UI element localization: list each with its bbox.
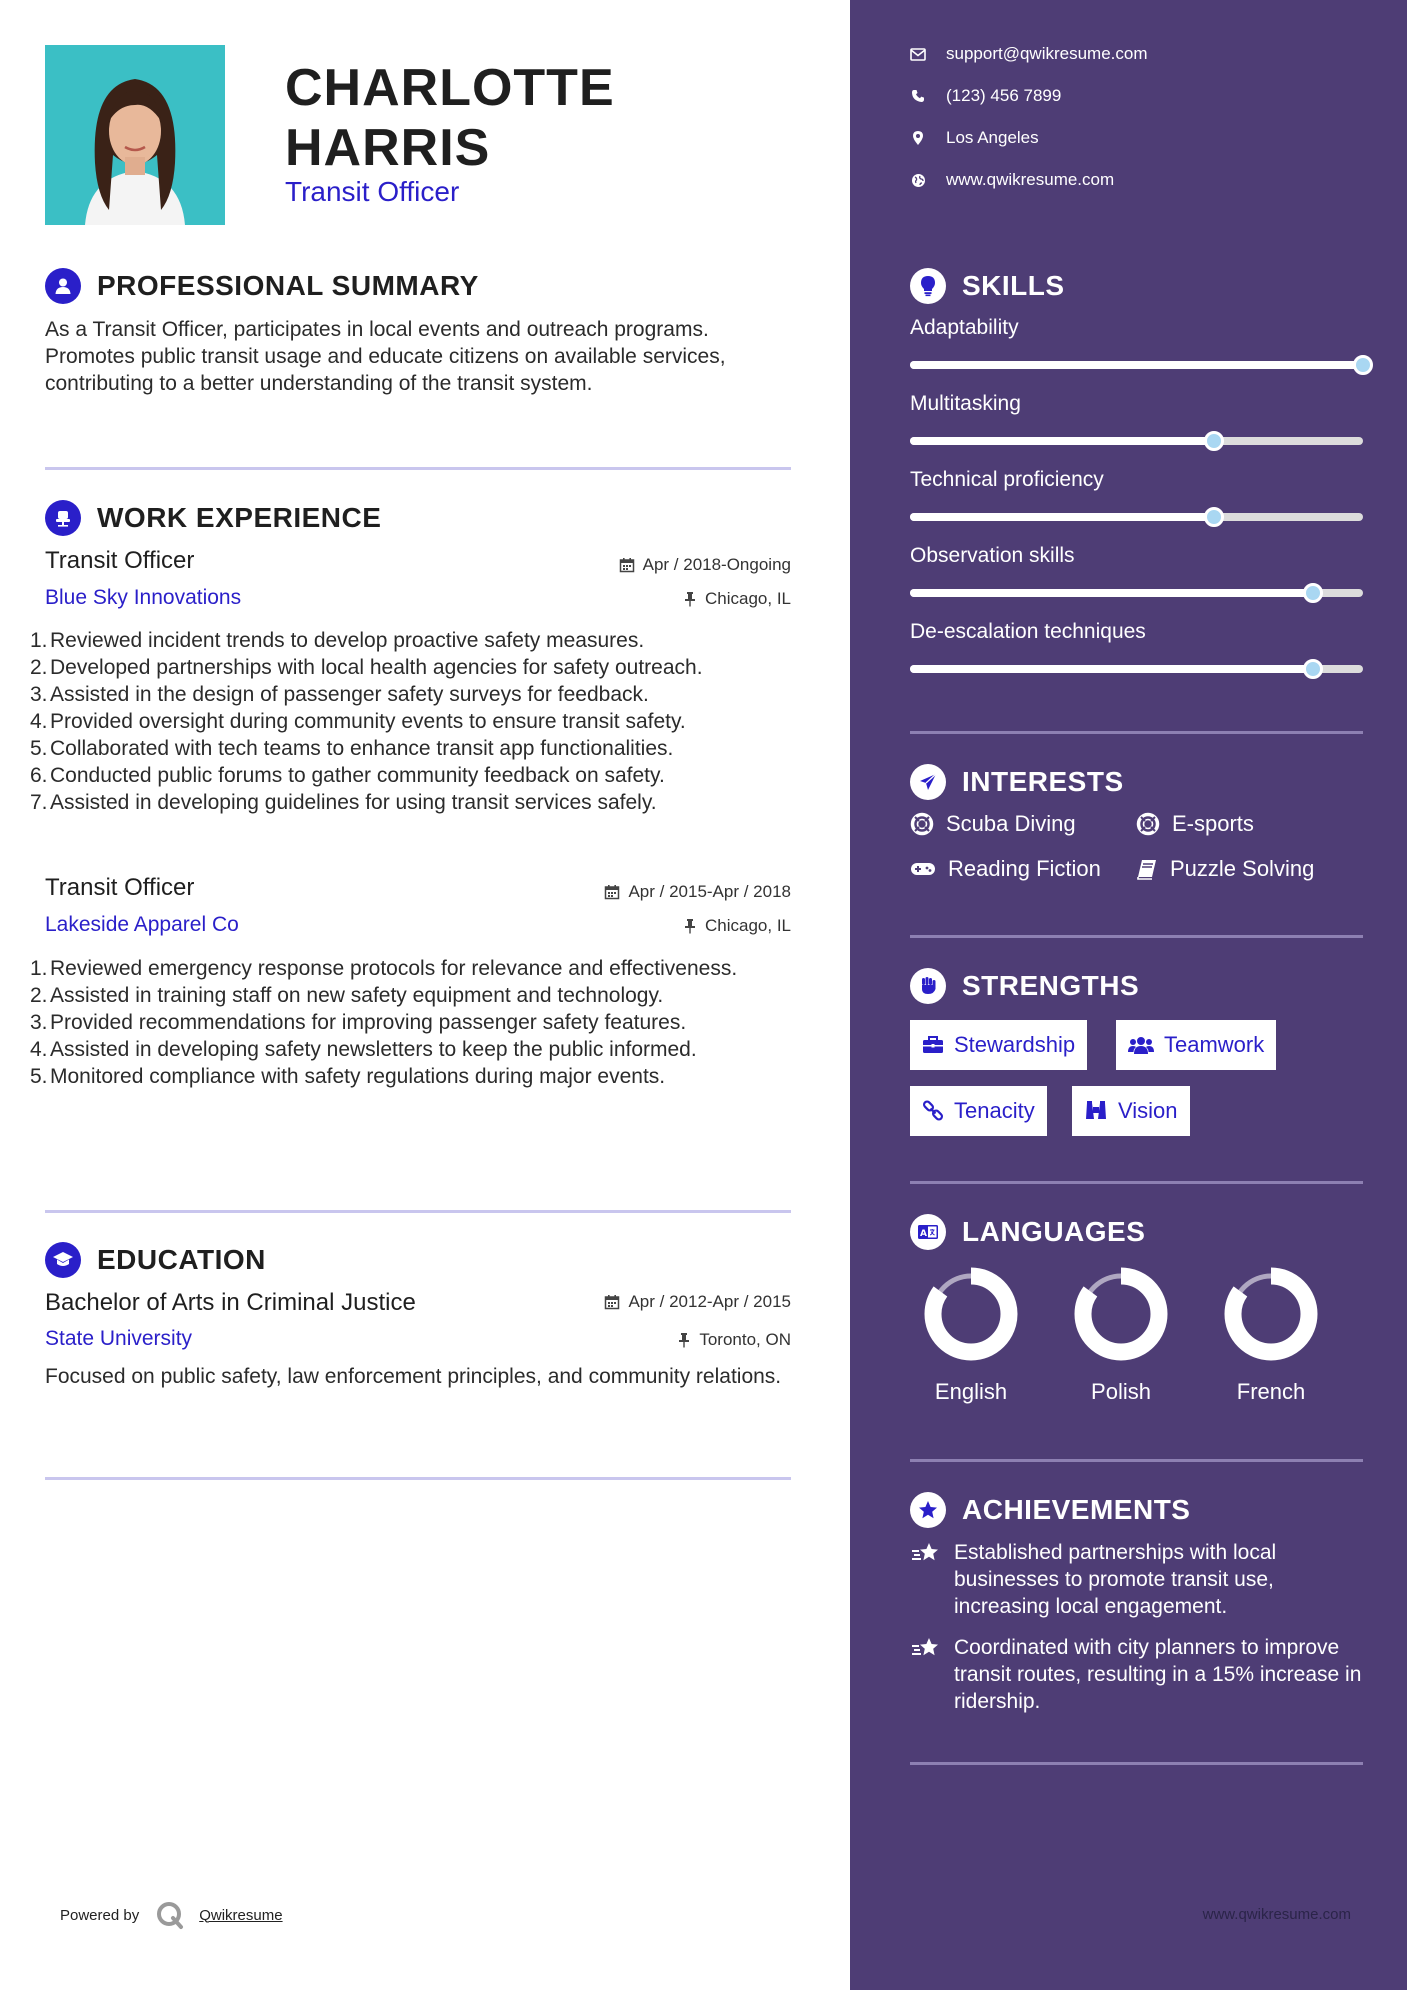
education-location (677, 1330, 791, 1350)
strength-chip (1072, 1086, 1190, 1136)
education-dates (604, 1292, 791, 1312)
contact-phone-text: (123) 456 7899 (946, 86, 1062, 105)
skill-fill (910, 665, 1313, 673)
job-2-bullets (30, 955, 800, 1090)
footer-website[interactable]: www.qwikresume.com (1202, 1906, 1351, 1923)
job-1-title: Transit Officer (45, 547, 195, 574)
interest-label: Puzzle Solving (1170, 856, 1315, 881)
job-1-dates-text: Apr / 2018-Ongoing (642, 555, 791, 574)
interest-label: E-sports (1172, 811, 1254, 836)
list-item: 1. Reviewed emergency response protocols for relevance and effectiveness. (30, 957, 738, 980)
job-2-dates-text: Apr / 2015-Apr / 2018 (628, 882, 791, 901)
summary-heading (45, 268, 479, 304)
contact-website[interactable] (910, 170, 1114, 190)
education-location-text: Toronto, ON (699, 1330, 791, 1349)
skill-bar (910, 665, 1363, 673)
achievements-title: ACHIEVEMENTS (962, 1494, 1191, 1525)
skills-title: SKILLS (962, 270, 1065, 301)
map-marker-icon (910, 130, 926, 146)
list-item: 4. Assisted in developing safety newsletters to keep the public informed. (30, 1038, 697, 1061)
skill-fill (910, 437, 1214, 445)
qwikresume-logo-icon (155, 1900, 185, 1930)
user-icon (45, 268, 81, 304)
achievements-heading (910, 1492, 1190, 1528)
education-title: EDUCATION (97, 1244, 266, 1275)
job-2-location (683, 916, 791, 936)
list-item: 2. Assisted in training staff on new safety equipment and technology. (30, 984, 664, 1007)
powered-by (60, 1900, 283, 1930)
skill-fill (910, 589, 1313, 597)
paper-plane-icon (910, 764, 946, 800)
strength-chip (910, 1020, 1087, 1070)
pin-icon (677, 1332, 691, 1348)
contact-location (910, 128, 1039, 148)
language-label: Polish (1091, 1379, 1151, 1404)
fist-icon (910, 968, 946, 1004)
strengths-heading (910, 968, 1139, 1004)
experience-title: WORK EXPERIENCE (97, 502, 382, 533)
school: State University (45, 1327, 193, 1350)
strength-chip (910, 1086, 1047, 1136)
bullet-text: Developed partnerships with local health agencies for safety outreach. (50, 656, 703, 679)
skill-knob (1303, 583, 1323, 603)
education-heading (45, 1242, 266, 1278)
last-name: HARRIS (285, 119, 491, 177)
job-2-location-text: Chicago, IL (705, 916, 791, 935)
bullet-text: Reviewed incident trends to develop proactive safety measures. (50, 629, 645, 652)
bullet-text: Collaborated with tech teams to enhance transit app functionalities. (50, 737, 674, 760)
contact-email[interactable] (910, 44, 1148, 64)
languages-title: LANGUAGES (962, 1216, 1146, 1247)
skill-bar (910, 513, 1363, 521)
bullet-text: Provided recommendations for improving passenger safety features. (50, 1011, 687, 1034)
life-ring-icon (910, 812, 934, 836)
interest-item (910, 856, 1101, 882)
achievement-text: Coordinated with city planners to improve transit routes, resulting in a 15% increase in ridership. (954, 1636, 1362, 1713)
calendar-icon (604, 884, 620, 900)
list-item: 1. Reviewed incident trends to develop proactive safety measures. (30, 629, 645, 652)
list-item: 6. Conducted public forums to gather community feedback on safety. (30, 764, 665, 787)
first-name: CHARLOTTE (285, 59, 615, 117)
job-2-title: Transit Officer (45, 874, 195, 901)
language-ring (1073, 1266, 1169, 1362)
skill-knob (1204, 431, 1224, 451)
job-2-company: Lakeside Apparel Co (45, 913, 239, 936)
language-label: French (1236, 1379, 1306, 1404)
skill-bar (910, 361, 1363, 369)
skill-bar (910, 589, 1363, 597)
skill-label: Multitasking (910, 392, 1021, 415)
job-1-location-text: Chicago, IL (705, 589, 791, 608)
life-ring-icon (1136, 812, 1160, 836)
list-item: 4. Provided oversight during community events to ensure transit safety. (30, 710, 686, 733)
bullet-text: Reviewed emergency response protocols for relevance and effectiveness. (50, 957, 738, 980)
skill-label: Observation skills (910, 544, 1075, 567)
strength-chip (1116, 1020, 1276, 1070)
book-icon (1136, 858, 1158, 880)
section-divider (45, 467, 791, 470)
bullet-text: Provided oversight during community events to ensure transit safety. (50, 710, 686, 733)
bullet-text: Assisted in training staff on new safety equipment and technology. (50, 984, 664, 1007)
skill-knob (1204, 507, 1224, 527)
calendar-icon (619, 557, 635, 573)
section-divider (910, 935, 1363, 938)
skill-fill (910, 513, 1214, 521)
interest-label: Reading Fiction (948, 856, 1101, 881)
language-label: English (934, 1379, 1008, 1404)
calendar-icon (604, 1294, 620, 1310)
interests-heading (910, 764, 1124, 800)
education-description: Focused on public safety, law enforcement principles, and community relations. (45, 1365, 782, 1388)
language-item (1046, 1266, 1196, 1405)
contact-location-text: Los Angeles (946, 128, 1039, 147)
achievement-text: Established partnerships with local businesses to promote transit use, increasing local engagement. (954, 1541, 1277, 1618)
svg-text:A: A (920, 1229, 927, 1239)
education-dates-text: Apr / 2012-Apr / 2015 (628, 1292, 791, 1311)
section-divider (910, 1459, 1363, 1462)
section-divider (910, 1181, 1363, 1184)
shooting-star-icon (910, 1636, 942, 1662)
briefcase-icon (922, 1035, 944, 1055)
list-item: 3. Assisted in the design of passenger safety surveys for feedback. (30, 683, 649, 706)
language-icon (910, 1214, 946, 1250)
list-item: 3. Provided recommendations for improving passenger safety features. (30, 1011, 687, 1034)
bullet-text: Assisted in the design of passenger safety surveys for feedback. (50, 683, 649, 706)
interest-item (910, 811, 1076, 837)
binoculars-icon (1084, 1100, 1108, 1122)
language-ring (923, 1266, 1019, 1362)
gamepad-icon (910, 860, 936, 878)
pin-icon (683, 918, 697, 934)
skill-label: Adaptability (910, 316, 1019, 339)
skills-heading (910, 268, 1065, 304)
experience-heading (45, 500, 381, 536)
summary-text: As a Transit Officer, participates in local events and outreach programs. Promotes public transit usage and educate citizens on available services, contributing to a better understanding of the transit system. (45, 318, 726, 395)
globe-icon (910, 172, 926, 188)
job-1-bullets (30, 627, 800, 816)
skill-label: Technical proficiency (910, 468, 1104, 491)
users-icon (1128, 1035, 1154, 1055)
section-divider (910, 731, 1363, 734)
degree: Bachelor of Arts in Criminal Justice (45, 1289, 416, 1316)
achievement-item (910, 1634, 1363, 1715)
shooting-star-icon (910, 1541, 942, 1567)
language-item (896, 1266, 1046, 1405)
candidate-title: Transit Officer (285, 176, 460, 207)
summary-title: PROFESSIONAL SUMMARY (97, 270, 479, 301)
bullet-text: Monitored compliance with safety regulations during major events. (50, 1065, 666, 1088)
skill-bar (910, 437, 1363, 445)
achievement-item (910, 1539, 1363, 1620)
job-1-company: Blue Sky Innovations (45, 586, 242, 609)
bullet-text: Assisted in developing safety newsletters to keep the public informed. (50, 1038, 697, 1061)
job-1-location (683, 589, 791, 609)
interest-item (1136, 811, 1254, 837)
lightbulb-icon (910, 268, 946, 304)
powered-by-label: Powered by (60, 1906, 140, 1924)
skill-knob (1303, 659, 1323, 679)
pin-icon (683, 591, 697, 607)
sidebar (850, 0, 1407, 1990)
strength-label: Tenacity (954, 1098, 1035, 1123)
section-divider (45, 1210, 791, 1213)
strength-label: Teamwork (1164, 1032, 1265, 1057)
bullet-text: Assisted in developing guidelines for using transit services safely. (50, 791, 657, 814)
bullet-text: Conducted public forums to gather community feedback on safety. (50, 764, 665, 787)
list-item: 7. Assisted in developing guidelines for using transit services safely. (30, 791, 657, 814)
contact-website-text: www.qwikresume.com (946, 170, 1115, 189)
link-icon (922, 1100, 944, 1122)
language-item (1196, 1266, 1346, 1405)
envelope-icon (910, 46, 926, 62)
language-ring (1223, 1266, 1319, 1362)
strengths-title: STRENGTHS (962, 970, 1140, 1001)
interest-label: Scuba Diving (946, 811, 1076, 836)
strength-label: Stewardship (954, 1032, 1076, 1057)
job-2-dates (604, 882, 791, 902)
interests-title: INTERESTS (962, 766, 1124, 797)
strength-label: Vision (1118, 1098, 1178, 1123)
list-item: 5. Monitored compliance with safety regulations during major events. (30, 1065, 666, 1088)
section-divider (910, 1762, 1363, 1765)
section-divider (45, 1477, 791, 1480)
skill-label: De-escalation techniques (910, 620, 1146, 643)
contact-email-text: support@qwikresume.com (946, 44, 1148, 63)
languages-heading (910, 1214, 1145, 1250)
skill-fill (910, 361, 1363, 369)
qwikresume-link[interactable]: Qwikresume (199, 1906, 283, 1924)
list-item: 5. Collaborated with tech teams to enhance transit app functionalities. (30, 737, 674, 760)
interest-item (1136, 856, 1314, 882)
graduation-cap-icon (45, 1242, 81, 1278)
star-badge-icon (910, 1492, 946, 1528)
phone-icon (910, 88, 926, 104)
briefcase-chair-icon (45, 500, 81, 536)
job-1-dates (619, 555, 791, 575)
list-item: 2. Developed partnerships with local health agencies for safety outreach. (30, 656, 703, 679)
candidate-name (285, 58, 615, 178)
contact-phone[interactable] (910, 86, 1061, 106)
skill-knob (1353, 355, 1373, 375)
profile-photo (45, 45, 225, 225)
